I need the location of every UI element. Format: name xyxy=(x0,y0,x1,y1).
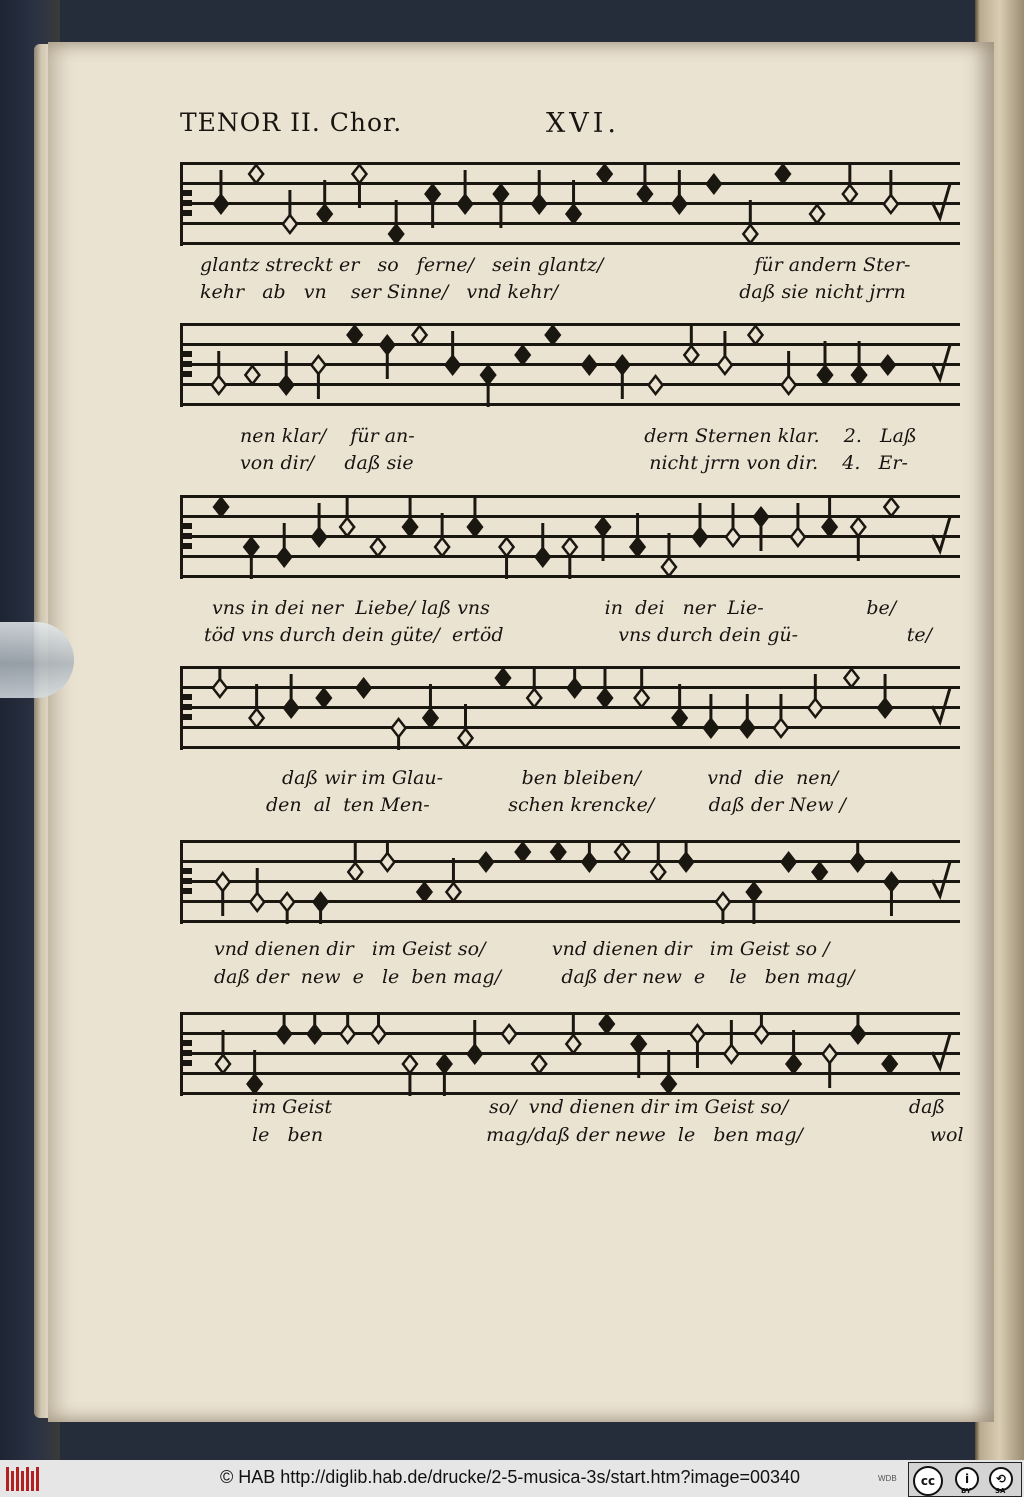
note-head xyxy=(250,893,264,911)
note-head xyxy=(284,699,298,717)
note-head xyxy=(536,548,550,566)
note-head xyxy=(216,873,230,891)
note-head xyxy=(250,709,264,727)
note-head xyxy=(845,669,859,687)
note-head xyxy=(673,709,687,727)
music-staff-6 xyxy=(180,1012,960,1096)
music-staff-5 xyxy=(180,840,960,924)
note-head xyxy=(774,719,788,737)
custos-mark xyxy=(932,345,950,379)
notes-staff-1 xyxy=(180,162,960,246)
note-head xyxy=(340,518,354,536)
note-head xyxy=(403,518,417,536)
note-head xyxy=(672,195,686,213)
note-head xyxy=(851,853,865,871)
note-head xyxy=(883,1055,897,1073)
note-head xyxy=(502,1025,516,1043)
lyrics-line-1b: kehr ab vn ser Sinne/ vnd kehr/ daß sie nicht jrrn xyxy=(200,281,906,303)
note-head xyxy=(392,719,406,737)
note-head xyxy=(417,883,431,901)
note-head xyxy=(494,185,508,203)
note-head xyxy=(496,669,510,687)
note-head xyxy=(568,679,582,697)
note-head xyxy=(423,709,437,727)
note-head xyxy=(213,679,227,697)
note-head xyxy=(823,1045,837,1063)
license-by-label: BY xyxy=(961,1487,972,1495)
note-head xyxy=(635,689,649,707)
note-head xyxy=(787,1055,801,1073)
note-head xyxy=(352,165,366,183)
lyrics-line-6b: le ben mag/daß der newe le ben mag/ wol xyxy=(252,1124,964,1146)
note-head xyxy=(724,1045,738,1063)
note-head xyxy=(532,195,546,213)
custos-mark xyxy=(932,862,950,896)
voice-part-heading: TENOR II. Chor. xyxy=(180,108,403,137)
notes-staff-6 xyxy=(180,1012,960,1096)
note-head xyxy=(615,843,629,861)
custos-mark xyxy=(932,517,950,551)
lyrics-line-5a: vnd dienen dir im Geist so/ vnd dienen dir im Geist so / xyxy=(214,938,830,960)
note-head xyxy=(684,346,698,364)
note-head xyxy=(527,689,541,707)
note-head xyxy=(632,1035,646,1053)
note-head xyxy=(776,165,790,183)
note-head xyxy=(516,843,530,861)
note-head xyxy=(248,1075,262,1093)
note-head xyxy=(704,719,718,737)
note-head xyxy=(631,538,645,556)
lyrics-line-2b: von dir/ daß sie nicht jrrn von dir. 4. Er- xyxy=(240,452,908,474)
note-head xyxy=(747,883,761,901)
note-head xyxy=(312,528,326,546)
note-head xyxy=(413,326,427,344)
lyrics-line-5b: daß der new e le ben mag/ daß der new e le ben mag/ xyxy=(214,966,855,988)
note-head xyxy=(244,538,258,556)
license-sa-label: SA xyxy=(995,1487,1006,1495)
note-head xyxy=(277,1025,291,1043)
music-staff-1 xyxy=(180,162,960,246)
note-head xyxy=(214,498,228,516)
music-staff-4 xyxy=(180,666,960,750)
note-head xyxy=(311,356,325,374)
note-head xyxy=(314,893,328,911)
notes-staff-5 xyxy=(180,840,960,924)
note-head xyxy=(468,1045,482,1063)
custos-mark xyxy=(932,184,950,218)
note-head xyxy=(808,699,822,717)
note-head xyxy=(651,863,665,881)
note-head xyxy=(446,883,460,901)
cc-license-badge[interactable] xyxy=(908,1462,1022,1497)
note-head xyxy=(389,225,403,243)
viewer-footer xyxy=(0,1460,1024,1497)
note-head xyxy=(348,863,362,881)
note-head xyxy=(679,853,693,871)
note-head xyxy=(317,689,331,707)
note-head xyxy=(884,498,898,516)
note-head xyxy=(500,538,514,556)
custos-mark xyxy=(932,688,950,722)
note-head xyxy=(532,1055,546,1073)
note-head xyxy=(371,538,385,556)
note-head xyxy=(598,689,612,707)
note-head xyxy=(214,195,228,213)
note-head xyxy=(357,679,371,697)
note-head xyxy=(308,1025,322,1043)
note-head xyxy=(852,366,866,384)
note-head xyxy=(791,528,805,546)
note-head xyxy=(649,376,663,394)
note-head xyxy=(216,1055,230,1073)
share-alike-icon: ⟲ xyxy=(989,1467,1013,1491)
note-head xyxy=(277,548,291,566)
notes-staff-3 xyxy=(180,495,960,579)
note-head xyxy=(662,1075,676,1093)
wdb-mark: WDB xyxy=(878,1474,897,1483)
note-head xyxy=(884,195,898,213)
note-head xyxy=(567,205,581,223)
note-head xyxy=(348,326,362,344)
lyrics-line-4a: daß wir im Glau- ben bleiben/ vnd die nen/ xyxy=(282,767,839,789)
note-head xyxy=(279,376,293,394)
note-head xyxy=(818,366,832,384)
note-head xyxy=(754,508,768,526)
note-head xyxy=(596,518,610,536)
note-head xyxy=(748,326,762,344)
note-head xyxy=(582,356,596,374)
note-head xyxy=(283,215,297,233)
note-head xyxy=(823,518,837,536)
lyrics-line-2a: nen klar/ für an- dern Sternen klar. 2. Laß xyxy=(240,425,917,447)
note-head xyxy=(782,853,796,871)
note-head xyxy=(403,1055,417,1073)
notes-staff-4 xyxy=(180,666,960,750)
note-head xyxy=(782,376,796,394)
note-head xyxy=(693,528,707,546)
note-head xyxy=(551,843,565,861)
note-head xyxy=(481,366,495,384)
lyrics-line-6a: im Geist so/ vnd dienen dir im Geist so/ daß xyxy=(252,1096,946,1118)
music-staff-2 xyxy=(180,323,960,407)
note-head xyxy=(458,729,472,747)
lyrics-line-4b: den al ten Men- schen krencke/ daß der New / xyxy=(266,794,846,816)
note-head xyxy=(851,518,865,536)
attribution-link[interactable]: © HAB http://diglib.hab.de/drucke/2-5-musica-3s/start.htm?image=00340 xyxy=(220,1467,801,1487)
note-head xyxy=(280,893,294,911)
note-head xyxy=(468,518,482,536)
note-head xyxy=(743,225,757,243)
note-head xyxy=(740,719,754,737)
note-head xyxy=(716,893,730,911)
hab-logo-icon xyxy=(6,1463,44,1494)
note-head xyxy=(546,326,560,344)
lyrics-line-3b: töd vns durch dein güte/ ertöd vns durch dein gü- te/ xyxy=(204,624,933,646)
note-head xyxy=(479,853,493,871)
note-head xyxy=(516,346,530,364)
note-head xyxy=(380,336,394,354)
note-head xyxy=(638,185,652,203)
note-head xyxy=(437,1055,451,1073)
note-head xyxy=(372,1025,386,1043)
note-head xyxy=(245,366,259,384)
note-head xyxy=(884,873,898,891)
note-head xyxy=(426,185,440,203)
note-head xyxy=(600,1015,614,1033)
lyrics-line-3a: vns in dei ner Liebe/ laß vns in dei ner Lie- be/ xyxy=(212,597,897,619)
note-head xyxy=(249,165,263,183)
note-head xyxy=(881,356,895,374)
creative-commons-icon: cc xyxy=(913,1466,943,1496)
note-head xyxy=(598,165,612,183)
note-head xyxy=(341,1025,355,1043)
note-head xyxy=(813,863,827,881)
page-number: XVI. xyxy=(546,108,620,139)
note-head xyxy=(754,1025,768,1043)
note-head xyxy=(718,356,732,374)
notes-staff-2 xyxy=(180,323,960,407)
note-head xyxy=(446,356,460,374)
note-head xyxy=(318,205,332,223)
custos-mark xyxy=(932,1034,950,1068)
note-head xyxy=(435,538,449,556)
note-head xyxy=(662,558,676,576)
note-head xyxy=(690,1025,704,1043)
note-head xyxy=(212,376,226,394)
note-head xyxy=(851,1025,865,1043)
note-head xyxy=(458,195,472,213)
note-head xyxy=(615,356,629,374)
note-head xyxy=(563,538,577,556)
note-head xyxy=(810,205,824,223)
lyrics-line-1a: glantz streckt er so ferne/ sein glantz/ für andern Ster- xyxy=(200,254,911,276)
note-head xyxy=(707,175,721,193)
page-clamp xyxy=(0,622,74,698)
note-head xyxy=(878,699,892,717)
note-head xyxy=(380,853,394,871)
note-head xyxy=(566,1035,580,1053)
attribution-person-icon: i xyxy=(955,1467,979,1491)
note-head xyxy=(582,853,596,871)
note-head xyxy=(726,528,740,546)
note-head xyxy=(843,185,857,203)
music-staff-3 xyxy=(180,495,960,579)
